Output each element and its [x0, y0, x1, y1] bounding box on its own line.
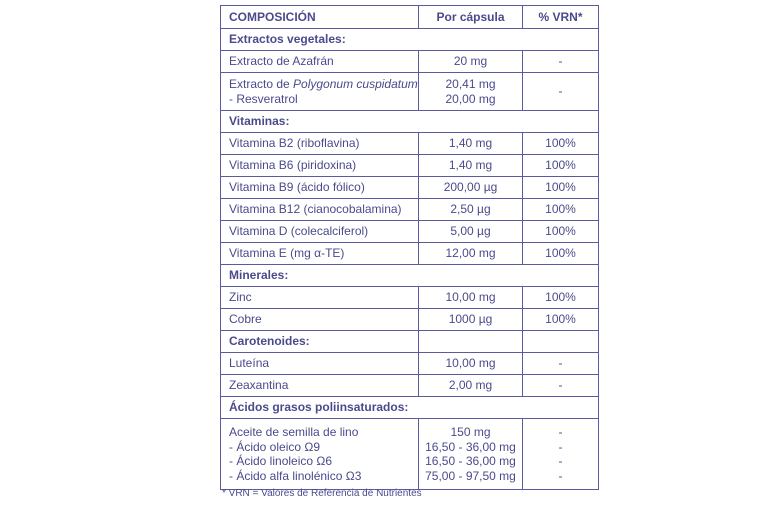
ingredient-name: Zeaxantina [229, 378, 289, 393]
dose-value: 12,00 mg [445, 246, 496, 261]
table-row [221, 177, 598, 199]
dose-value: 1,40 mg [448, 136, 493, 151]
section-title: Minerales: [229, 268, 289, 283]
vrn-value: 100% [545, 180, 576, 195]
section-minerales [221, 265, 598, 287]
section-vitaminas [221, 111, 598, 133]
vrn-value: 100% [545, 136, 576, 151]
table-row [221, 419, 598, 490]
section-carotenoides [221, 331, 598, 353]
table-row [221, 309, 598, 331]
vrn-value: 100% [545, 158, 576, 173]
table-row [221, 155, 598, 177]
table-row [221, 221, 598, 243]
header-por-capsula: Por cápsula [436, 9, 505, 24]
vrn-value: 100% [545, 246, 576, 261]
dose-value: 20 mg [453, 54, 488, 69]
vrn-value: - [558, 356, 563, 371]
section-extractos [221, 29, 598, 51]
vrn-value: 100% [545, 202, 576, 217]
section-acidos [221, 397, 598, 419]
dose-value: 5,00 µg [450, 224, 491, 239]
ingredient-name: Extracto de Azafrán [229, 54, 334, 69]
table-row [221, 375, 598, 397]
ingredient-name: Extracto de Polygonum cuspidatum [229, 77, 418, 91]
dose-value: 2,50 µg [450, 202, 491, 217]
ingredient-name: Vitamina E (mg α-TE) [229, 246, 345, 261]
ingredient-name: Cobre [229, 312, 262, 327]
dose-value: 1000 µg [448, 312, 493, 327]
ingredient-subname: - Ácido oleico Ω9 [229, 439, 321, 454]
section-title: Ácidos grasos poliinsaturados: [229, 400, 409, 415]
ingredient-subname: - Ácido alfa linolénico Ω3 [229, 468, 362, 483]
dose-value: 10,00 mg [445, 356, 496, 371]
ingredient-subname: - Ácido linoleico Ω6 [229, 454, 333, 468]
vrn-value: - [558, 439, 563, 454]
table-row [221, 73, 598, 111]
dose-value: 200,00 µg [443, 180, 498, 195]
table-row [221, 287, 598, 309]
vrn-value: 100% [545, 224, 576, 239]
dose-value: 150 mg [450, 425, 491, 439]
ingredient-name: Luteína [229, 356, 270, 371]
composition-table [220, 5, 599, 490]
ingredient-name: Vitamina D (colecalciferol) [229, 224, 369, 239]
vrn-value: 100% [545, 312, 576, 327]
vrn-value: - [558, 468, 563, 483]
dose-value: 20,00 mg [445, 91, 496, 106]
section-title: Vitaminas: [229, 114, 290, 129]
ingredient-name: Vitamina B9 (ácido fólico) [229, 180, 365, 195]
table-row [221, 243, 598, 265]
footnote: * VRN = Valores de Referencia de Nutrientes [222, 488, 422, 499]
dose-value: 1,40 mg [448, 158, 493, 173]
table-row [221, 51, 598, 73]
ingredient-name: Vitamina B6 (piridoxina) [229, 158, 357, 173]
table-row [221, 133, 598, 155]
vrn-value: - [558, 378, 563, 393]
ingredient-name: Aceite de semilla de lino [229, 425, 359, 439]
ingredient-name: Zinc [229, 290, 252, 305]
ingredient-name: Vitamina B2 (riboflavina) [229, 136, 360, 151]
vrn-value: 100% [545, 290, 576, 305]
vrn-value: - [558, 454, 563, 468]
table-header-row [221, 6, 598, 29]
section-title: Carotenoides: [229, 334, 310, 349]
vrn-value: - [558, 54, 563, 69]
dose-value: 2,00 mg [448, 378, 493, 393]
table-row [221, 353, 598, 375]
table-row [221, 199, 598, 221]
vrn-value: - [558, 425, 563, 439]
dose-value: 20,41 mg [445, 77, 496, 91]
header-vrn: % VRN* [538, 9, 583, 24]
dose-value: 10,00 mg [445, 290, 496, 305]
section-title: Extractos vegetales: [229, 32, 346, 47]
ingredient-subname: - Resveratrol [229, 91, 298, 106]
header-composicion: COMPOSICIÓN [229, 9, 316, 24]
ingredient-name: Vitamina B12 (cianocobalamina) [229, 202, 402, 217]
vrn-value: - [558, 84, 563, 99]
dose-value: 75,00 - 97,50 mg [425, 468, 516, 483]
dose-value: 16,50 - 36,00 mg [425, 454, 516, 468]
dose-value: 16,50 - 36,00 mg [425, 439, 516, 454]
